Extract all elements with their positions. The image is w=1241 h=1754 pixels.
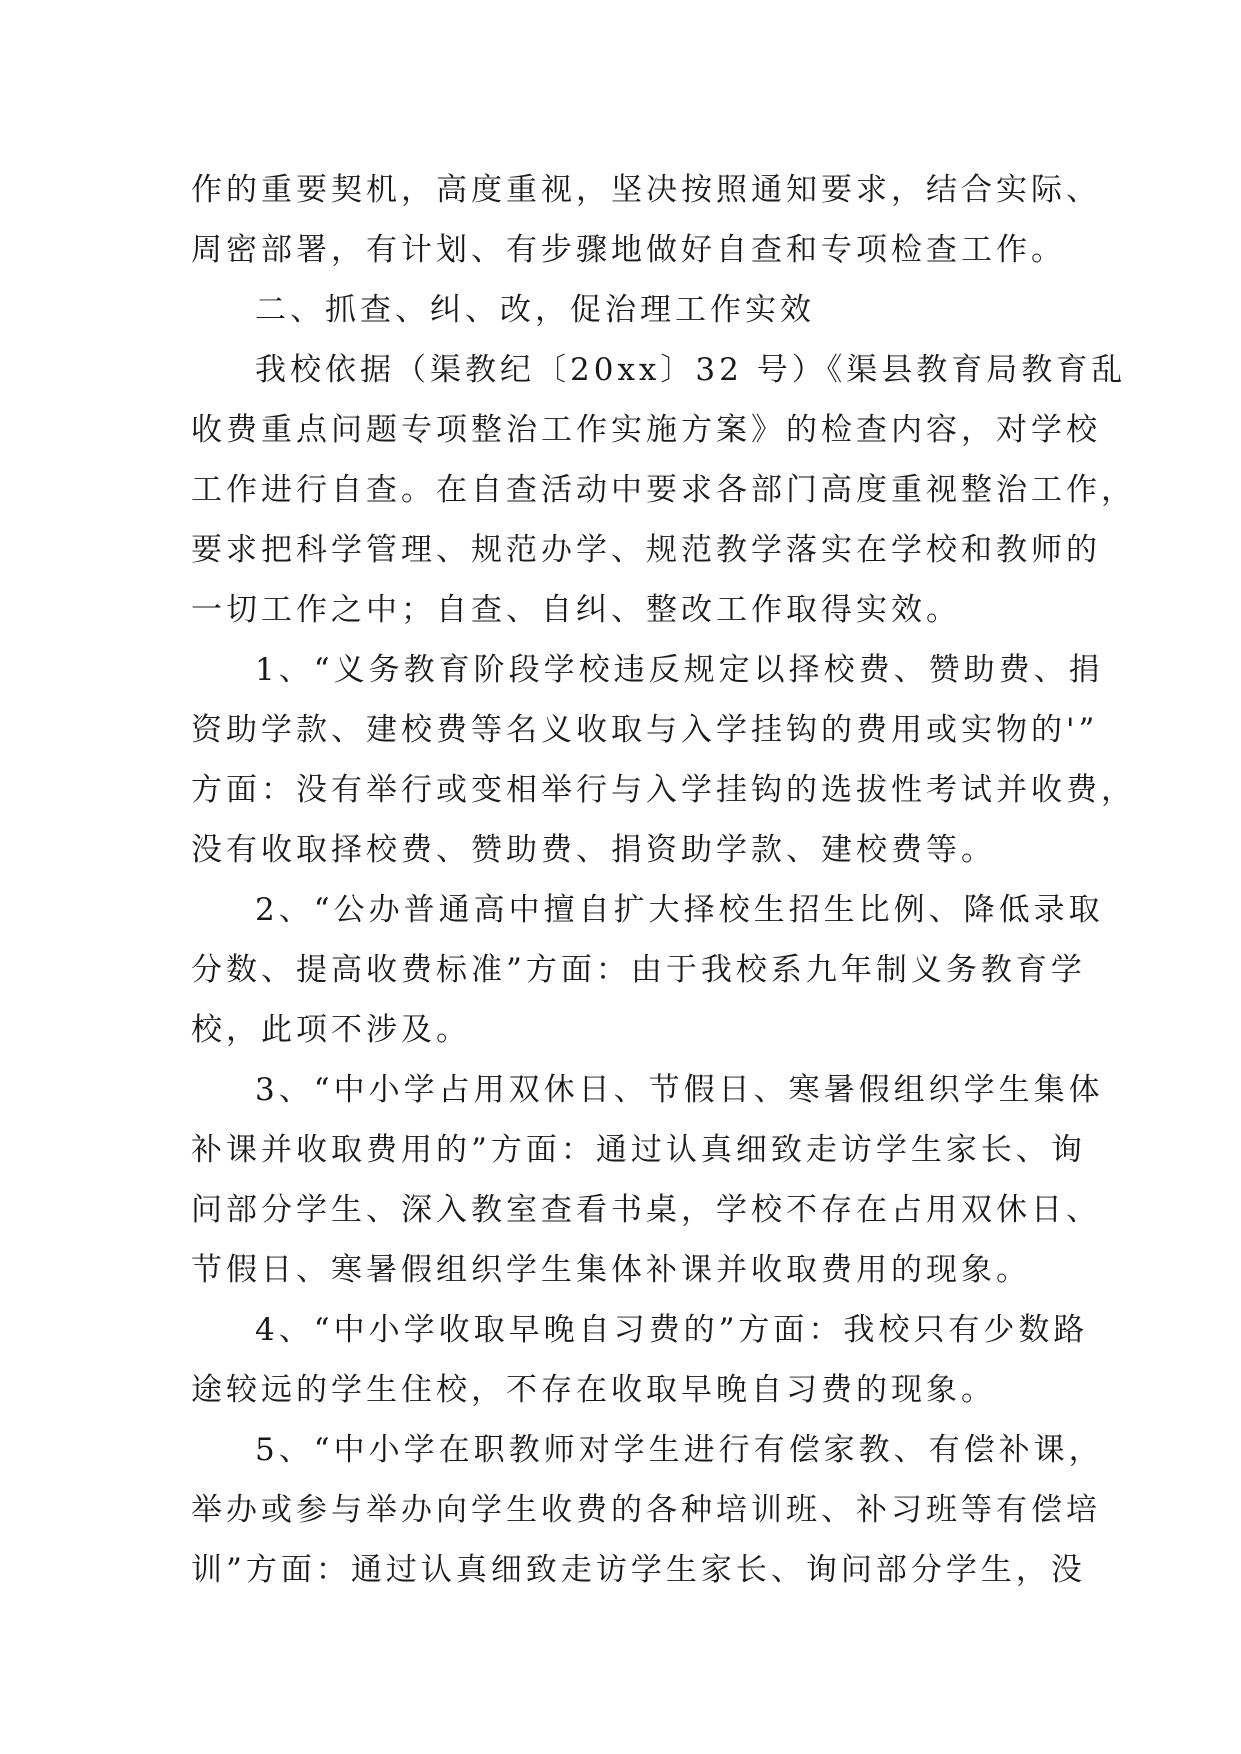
text-line: 分数、提高收费标准”方面：由于我校系九年制义务教育学: [191, 952, 1086, 988]
text-line: 作的重要契机，高度重视，坚决按照通知要求，结合实际、: [191, 172, 1101, 208]
text-line: 途较远的学生住校，不存在收取早晚自习费的现象。: [191, 1372, 996, 1408]
text-line: 问部分学生、深入教室查看书桌，学校不存在占用双休日、: [191, 1192, 1101, 1228]
text-line: 一切工作之中；自查、自纠、整改工作取得实效。: [191, 592, 961, 628]
text-line: 要求把科学管理、规范办学、规范教学落实在学校和教师的: [191, 532, 1101, 568]
text-line: 收费重点问题专项整治工作实施方案》的检查内容，对学校: [191, 412, 1101, 448]
body-text: [191, 160, 1136, 1600]
text-line: 补课并收取费用的”方面：通过认真细致走访学生家长、询: [191, 1132, 1086, 1168]
text-line: 校，此项不涉及。: [191, 1012, 471, 1048]
list-item-4: 4、“中小学收取早晚自习费的”方面：我校只有少数路: [255, 1312, 1089, 1348]
text-line: 周密部署，有计划、有步骤地做好自查和专项检查工作。: [191, 232, 1066, 268]
text-line: 没有收取择校费、赞助费、捐资助学款、建校费等。: [191, 832, 996, 868]
text-line: 举办或参与举办向学生收费的各种培训班、补习班等有偿培: [191, 1492, 1101, 1528]
list-item-3: 3、“中小学占用双休日、节假日、寒暑假组织学生集体: [255, 1072, 1104, 1108]
text-line: 训”方面：通过认真细致走访学生家长、询问部分学生，没: [191, 1552, 1086, 1588]
text-line: 工作进行自查。在自查活动中要求各部门高度重视整治工作，: [191, 472, 1136, 508]
list-item-5: 5、“中小学在职教师对学生进行有偿家教、有偿补课，: [255, 1432, 1104, 1468]
text-line: 我校依据（渠教纪〔20xx〕32 号）《渠县教育局教育乱: [255, 352, 1127, 388]
list-item-1: 1、“义务教育阶段学校违反规定以择校费、赞助费、捐: [255, 652, 1104, 688]
list-item-2: 2、“公办普通高中擅自扩大择校生招生比例、降低录取: [255, 892, 1104, 928]
text-line: 资助学款、建校费等名义收取与入学挂钩的费用或实物的'”: [191, 712, 1099, 748]
text-line: 节假日、寒暑假组织学生集体补课并收取费用的现象。: [191, 1252, 1031, 1288]
section-heading: 二、抓查、纠、改，促治理工作实效: [255, 292, 815, 328]
text-line: 方面：没有举行或变相举行与入学挂钩的选拔性考试并收费，: [191, 772, 1136, 808]
